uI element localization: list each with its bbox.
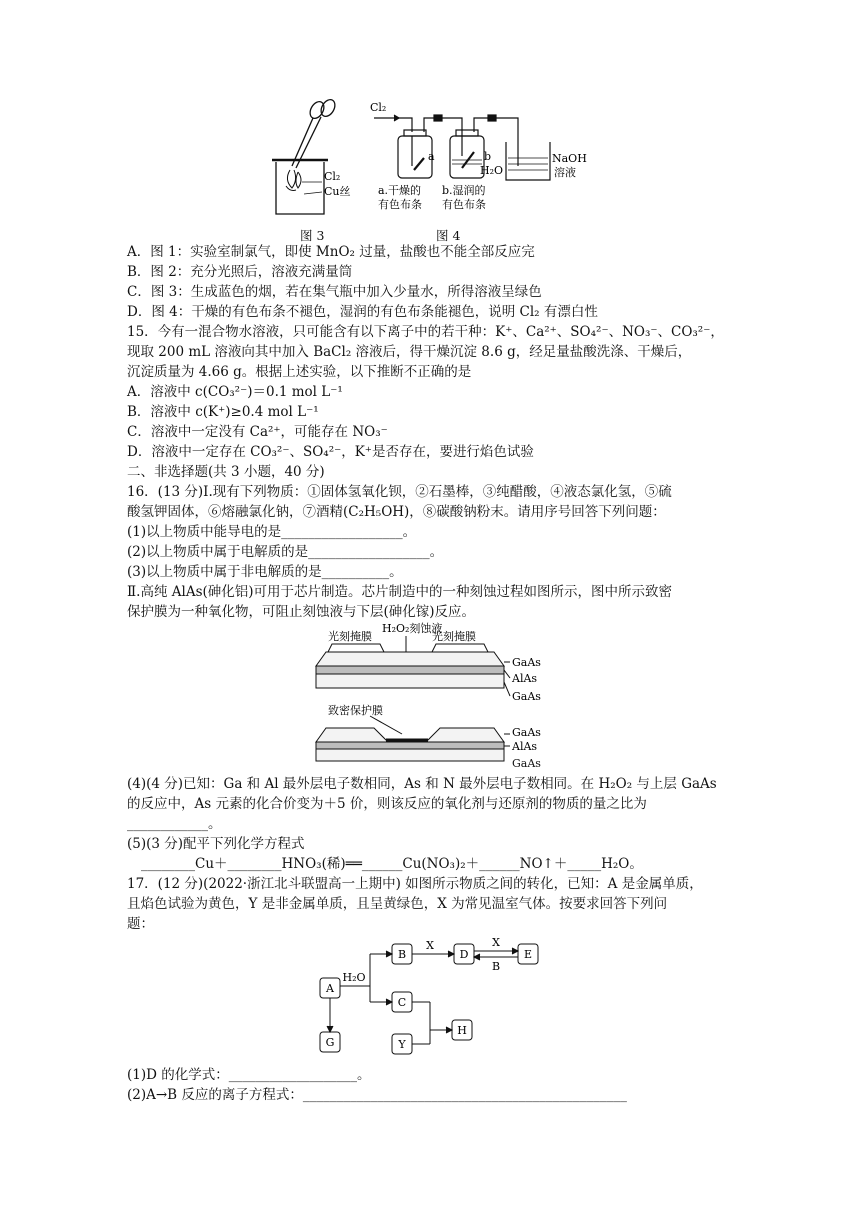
node-d-label: D bbox=[459, 948, 469, 961]
figure-3-caption: 图 3 bbox=[300, 228, 325, 243]
mask-left bbox=[328, 644, 384, 652]
fig4-desc-a2: 有色布条 bbox=[378, 198, 422, 211]
q16-part-2: (2)以上物质中属于电解质的是__________________。 bbox=[127, 544, 444, 560]
q16-part-1: (1)以上物质中能导电的是__________________。 bbox=[127, 524, 417, 540]
etch-layer-3: GaAs bbox=[512, 690, 541, 703]
q15-option-a: A．溶液中 c(CO₃²⁻)＝0.1 mol L⁻¹ bbox=[127, 384, 343, 400]
conversion-flow-diagram bbox=[310, 934, 550, 1064]
etch-top-label: H₂O₂刻蚀液 bbox=[382, 622, 443, 635]
q16-part-5: (5)(3 分)配平下列化学方程式 bbox=[127, 836, 305, 852]
q16-part-3: (3)以上物质中属于非电解质的是__________。 bbox=[127, 564, 403, 580]
stack-bottom-gaas bbox=[316, 674, 504, 688]
etch-layer-6: GaAs bbox=[512, 757, 541, 770]
stack-top-gaas bbox=[316, 652, 504, 666]
edge-label-x1: X bbox=[426, 939, 434, 952]
fig4-label-solution: 溶液 bbox=[554, 166, 576, 179]
node-c-label: C bbox=[397, 996, 407, 1009]
fig3-label-cu: Cu丝 bbox=[324, 185, 351, 198]
figure-4-caption: 图 4 bbox=[436, 228, 461, 243]
q16-part-4-line-2: 的反应中，As 元素的化合价变为＋5 价，则该反应的氧化剂与还原剂的物质的量之比为 bbox=[127, 796, 647, 812]
q16-part-4-line-3: ____________。 bbox=[127, 816, 222, 832]
etch-film-label: 致密保护膜 bbox=[328, 704, 383, 717]
q14-option-d: D．图 4：干燥的有色布条不褪色，湿润的有色布条能褪色，说明 Cl₂ 有漂白性 bbox=[127, 304, 598, 320]
q16-stem-line-2: 酸氢钾固体，⑥熔融氯化钠，⑦酒精(C₂H₅OH)，⑧碳酸钠粉末。请用序号回答下列问题： bbox=[127, 504, 666, 520]
etching-diagram bbox=[310, 622, 570, 762]
q17-stem-line-3: 题： bbox=[127, 916, 154, 932]
q15-stem-line-2: 现取 200 mL 溶液向其中加入 BaCl₂ 溶液后，得干燥沉淀 8.6 g，经足量盐酸洗涤、干燥后， bbox=[127, 344, 692, 360]
q17-stem-line-2: 且焰色试验为黄色，Y 是非金属单质，且呈黄绿色，X 为常见温室气体。按要求回答下列问 bbox=[127, 896, 668, 912]
etch-layer-4: GaAs bbox=[512, 726, 541, 739]
dry-cloth-bottle bbox=[398, 136, 432, 178]
q16-ii-line-1: Ⅱ.高纯 AlAs(砷化铝)可用于芯片制造。芯片制造中的一种刻蚀过程如图所示，图中所示致密 bbox=[127, 584, 673, 600]
edge-label-h2o: H₂O bbox=[342, 971, 366, 984]
q14-option-b: B．图 2：充分光照后，溶液充满量筒 bbox=[127, 264, 353, 280]
etch-layer-2: AlAs bbox=[512, 672, 538, 685]
fig4-label-cl2: Cl₂ bbox=[370, 101, 387, 114]
q16-ii-line-2: 保护膜为一种氧化物，可阻止刻蚀液与下层(砷化镓)反应。 bbox=[127, 604, 476, 620]
node-e-label: E bbox=[523, 948, 533, 961]
fig4-label-naoh: NaOH bbox=[552, 152, 587, 165]
q16-part-4-line-1: (4)(4 分)已知：Ga 和 Al 最外层电子数相同，As 和 N 最外层电子数相同。在 H₂O₂ 与上层 GaAs bbox=[127, 776, 717, 792]
q15-option-c: C．溶液中一定没有 Ca²⁺，可能存在 NO₃⁻ bbox=[127, 424, 388, 440]
q15-stem-line-3: 沉淀质量为 4.66 g。根据上述实验，以下推断不正确的是 bbox=[127, 364, 472, 380]
q17-stem-line-1: 17．(12 分)(2022·浙江北斗联盟高一上期中) 如图所示物质之间的转化，已知：A 是金属单质， bbox=[127, 876, 703, 892]
stack-top-alas bbox=[316, 666, 504, 674]
figure-4-diagram bbox=[368, 96, 598, 220]
figure-3-diagram bbox=[262, 98, 372, 218]
node-g-label: G bbox=[325, 1036, 335, 1049]
fig4-desc-a1: a.干燥的 bbox=[378, 184, 422, 197]
mask-right bbox=[432, 644, 488, 652]
fig4-desc-b2: 有色布条 bbox=[442, 198, 486, 211]
node-b-label: B bbox=[397, 948, 407, 961]
wet-cloth-bottle bbox=[450, 136, 484, 178]
q14-option-c: C．图 3：生成蓝色的烟，若在集气瓶中加入少量水，所得溶液呈绿色 bbox=[127, 284, 542, 300]
naoh-beaker bbox=[506, 142, 550, 180]
gas-jar bbox=[276, 162, 324, 214]
fig4-label-b: b bbox=[484, 150, 492, 163]
fig4-desc-b1: b.湿润的 bbox=[442, 184, 486, 197]
etch-mask-left-label: 光刻掩膜 bbox=[328, 630, 372, 643]
q14-option-a: A．图 1：实验室制氯气，即使 MnO₂ 过量，盐酸也不能全部反应完 bbox=[127, 244, 535, 260]
etch-mask-right-label: 光刻掩膜 bbox=[432, 630, 476, 643]
tongs-handle-loop-1 bbox=[307, 99, 326, 121]
q17-part-2: (2)A→B 反应的离子方程式：________________________________________________ bbox=[127, 1087, 627, 1103]
q15-option-b: B．溶液中 c(K⁺)≥0.4 mol L⁻¹ bbox=[127, 404, 319, 420]
edge-label-x2: X bbox=[492, 936, 500, 949]
etch-layer-1: GaAs bbox=[512, 656, 541, 669]
edge-label-b: B bbox=[491, 960, 501, 973]
tongs-handle-loop-2 bbox=[318, 98, 337, 119]
etch-layer-5: AlAs bbox=[512, 740, 538, 753]
node-h-label: H bbox=[457, 1024, 467, 1037]
node-a-label: A bbox=[326, 982, 334, 995]
q15-option-d: D．溶液中一定存在 CO₃²⁻、SO₄²⁻，K⁺是否存在，要进行焰色试验 bbox=[127, 444, 534, 460]
q15-stem-line-1: 15．今有一混合物水溶液，只可能含有以下离子中的若干种：K⁺、Ca²⁺、SO₄²⁻、NO₃⁻、CO₃²⁻， bbox=[127, 324, 724, 340]
section-2-heading: 二、非选择题(共 3 小题，40 分) bbox=[127, 464, 325, 480]
q17-part-1: (1)D 的化学式：___________________。 bbox=[127, 1067, 371, 1083]
q16-equation: ________Cu＋________HNO₃(稀)══______Cu(NO₃)₂＋______NO↑＋_____H₂O。 bbox=[141, 856, 643, 872]
fig4-label-water: H₂O bbox=[480, 164, 504, 177]
node-y-label: Y bbox=[398, 1038, 406, 1051]
q16-stem-line-1: 16．(13 分)Ⅰ.现有下列物质：①固体氢氧化钡，②石墨棒，③纯醋酸，④液态氯化氢，⑤硫 bbox=[127, 484, 672, 500]
fig4-label-a: a bbox=[428, 150, 435, 163]
fig3-label-cl2: Cl₂ bbox=[324, 170, 341, 183]
